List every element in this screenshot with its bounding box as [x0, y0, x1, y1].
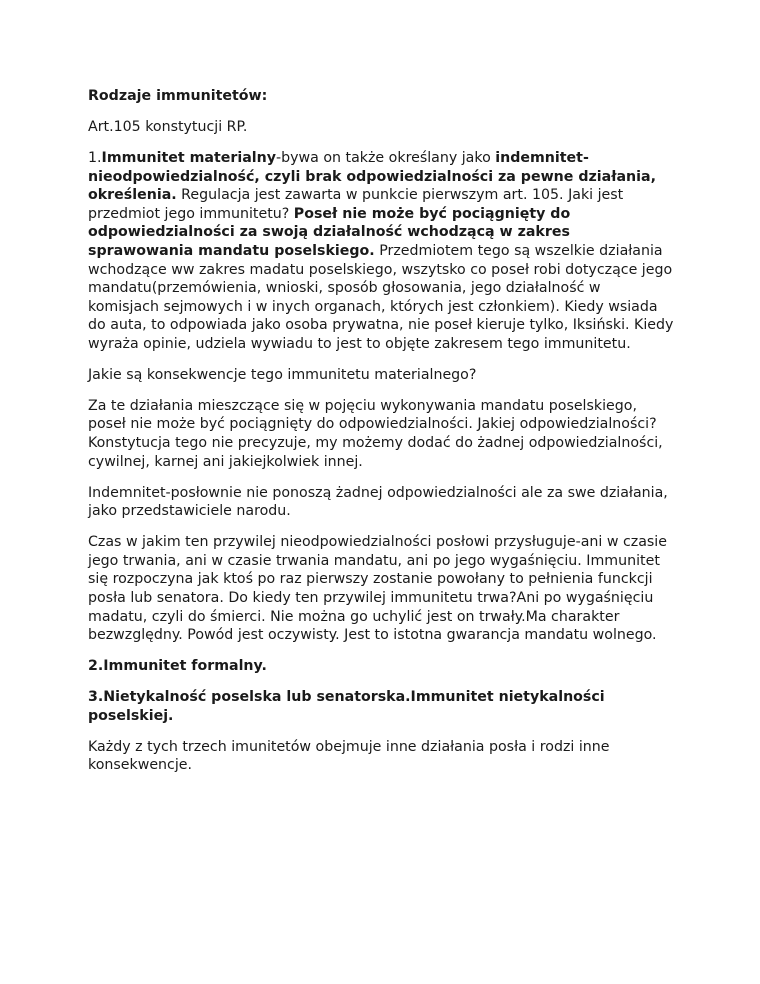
- section-title: Immunitet materialny: [101, 149, 276, 166]
- paragraph-emphasis: indemnitet-nieodpowiedzialność, czyli brak odpowiedzialności za pewne działania, określenia.: [88, 149, 656, 204]
- document-body: [88, 87, 674, 787]
- paragraph-emphasis: Poseł nie może być pociągnięty do odpowiedzialności za swoją działalność wchodzącą w zakres sprawowania mandatu poselskiego.: [88, 205, 571, 259]
- paragraph-question: Jakie są konsekwencje tego immunitetu materialnego?: [88, 366, 477, 383]
- paragraph-text: Regulacja jest zawarta w punkcie pierwszym art. 105. Jaki jest przedmiot jego immunitetu?: [88, 187, 624, 222]
- document-heading: Rodzaje immunitetów:: [88, 88, 268, 104]
- section-formal-immunity: 2.Immunitet formalny.: [88, 658, 267, 675]
- paragraph-duration: Czas w jakim ten przywilej nieodpowiedzialności posłowi przysługuje-ani w czasie jego trwania, ani w czasie trwania mandatu, ani po jego wygaśnięciu. Immunitet się rozpoczyna jak ktoś po raz pierwszy zostanie powołany to pełnienia funckcji posła lub senatora. Do kiedy ten przywilej immunitetu trwa?Ani po wygaśnięciu madatu, czyli do śmierci. Nie można go uchylić jest on trwały.Ma charakter bezwzględny. Powód jest oczywisty. Jest to istotna gwarancja mandatu wolnego.: [88, 534, 667, 644]
- paragraph-closing: Każdy z tych trzech imunitetów obejmuje inne działania posła i rodzi inne konsekwencje.: [88, 738, 610, 774]
- paragraph-material-immunity: [88, 149, 674, 354]
- paragraph-indemnity: Indemnitet-posłownie nie ponoszą żadnej odpowiedzialności ale za swe działania, jako przedstawiciele narodu.: [88, 484, 668, 520]
- paragraph-actions: Za te działania mieszczące się w pojęciu wykonywania mandatu poselskiego, poseł nie może być pociągnięty do odpowiedzialności. Jakiej odpowiedzialności? Konstytucja tego nie precyzuje, my możemy dodać do żadnej odpowiedzialności, cywilnej, karnej ani jakiejkolwiek innej.: [88, 397, 663, 470]
- section-number: 1.: [88, 149, 102, 166]
- article-reference: Art.105 konstytucji RP.: [88, 118, 248, 135]
- section-inviolability: 3.Nietykalność poselska lub senatorska.Immunitet nietykalności poselskiej.: [88, 689, 605, 724]
- paragraph-text: -bywa on także określany jako: [276, 149, 496, 166]
- paragraph-text: Przedmiotem tego są wszelkie działania wchodzące ww zakres madatu poselskiego, wszytsko co poseł robi dotyczące jego mandatu(przemówienia, wnioski, sposób głosowania, jego działalność w komisjach sejmowych i w inych organach, których jest członkiem). Kiedy wsiada do auta, to odpowiada jako osoba prywatna, nie poseł kieruje tylko, Iksiński. Kiedy wyraża opinie, udziela wywiadu to jest to objęte zakresem tego immunitetu.: [88, 242, 674, 352]
